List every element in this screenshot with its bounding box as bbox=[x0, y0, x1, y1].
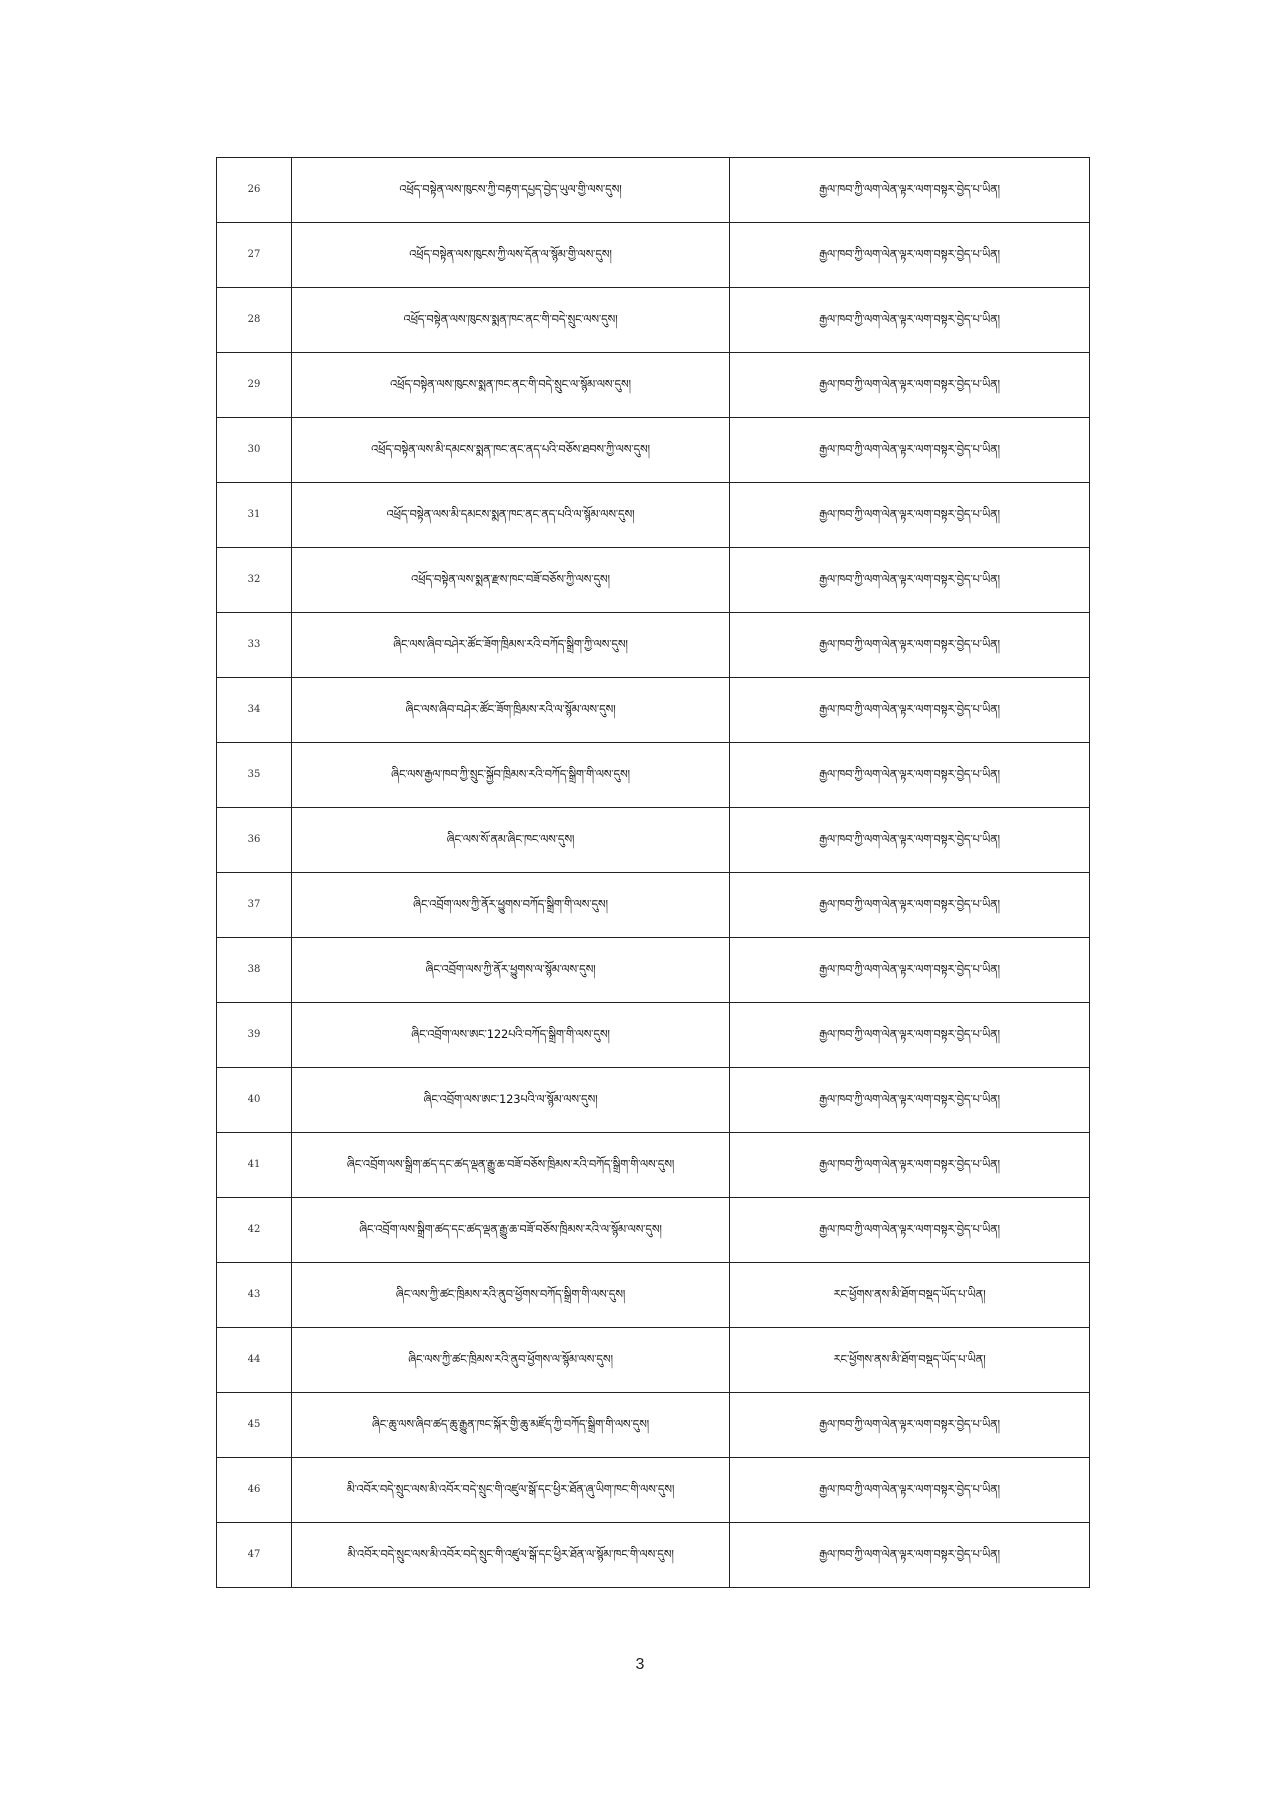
row-name: ཞིང་ལས་ཀྱི་ཚང་ཁྲིམས་རའི་ནུབ་ཕྱོགས་བཀོད་སྒྲིག་གི་ལས་དུས། bbox=[292, 1263, 730, 1328]
row-number: 35 bbox=[217, 743, 292, 808]
table-row bbox=[217, 938, 1090, 1003]
row-number: 45 bbox=[217, 1393, 292, 1458]
row-department: རྒྱལ་ཁབ་ཀྱི་ལག་ལེན་ལྟར་ལག་བསྟར་བྱེད་པ་ཡིན། bbox=[730, 288, 1090, 353]
row-number: 44 bbox=[217, 1328, 292, 1393]
table-row bbox=[217, 223, 1090, 288]
row-name: འཕྲོད་བསྟེན་ལས་སྨན་རྫས་ཁང་བཟོ་བཅོས་ཀྱི་ལས་དུས། bbox=[292, 548, 730, 613]
table-row bbox=[217, 613, 1090, 678]
table-row bbox=[217, 1133, 1090, 1198]
row-name: འཕྲོད་བསྟེན་ལས་མི་དམངས་སྨན་ཁང་ནང་ནད་པའི་ལ་སྙོམ་ལས་དུས། bbox=[292, 483, 730, 548]
row-department: རྒྱལ་ཁབ་ཀྱི་ལག་ལེན་ལྟར་ལག་བསྟར་བྱེད་པ་ཡིན། bbox=[730, 158, 1090, 223]
row-name: ཞིང་འབྲོག་ལས་ཀྱི་ནོར་ཕྱུགས་ལ་སྙོམ་ལས་དུས། bbox=[292, 938, 730, 1003]
document-table bbox=[216, 157, 1090, 1588]
row-number: 39 bbox=[217, 1003, 292, 1068]
row-department: རྒྱལ་ཁབ་ཀྱི་ལག་ལེན་ལྟར་ལག་བསྟར་བྱེད་པ་ཡིན། bbox=[730, 743, 1090, 808]
row-number: 32 bbox=[217, 548, 292, 613]
row-department: རྒྱལ་ཁབ་ཀྱི་ལག་ལེན་ལྟར་ལག་བསྟར་བྱེད་པ་ཡིན། bbox=[730, 1393, 1090, 1458]
row-department: རང་ཕྱོགས་ནས་མི་ཐོག་བསྡད་ཡོད་པ་ཡིན། bbox=[730, 1328, 1090, 1393]
row-name: འཕྲོད་བསྟེན་ལས་ཁུངས་སྨན་ཁང་ནང་གི་བདེ་སྲུང་ལས་དུས། bbox=[292, 288, 730, 353]
table-row bbox=[217, 158, 1090, 223]
row-name: འཕྲོད་བསྟེན་ལས་ཁུངས་སྨན་ཁང་ནང་གི་བདེ་སྲུང་ལ་སྙོམ་ལས་དུས། bbox=[292, 353, 730, 418]
row-department: རྒྱལ་ཁབ་ཀྱི་ལག་ལེན་ལྟར་ལག་བསྟར་བྱེད་པ་ཡིན། bbox=[730, 1003, 1090, 1068]
row-department: རྒྱལ་ཁབ་ཀྱི་ལག་ལེན་ལྟར་ལག་བསྟར་བྱེད་པ་ཡིན། bbox=[730, 1198, 1090, 1263]
table-row bbox=[217, 288, 1090, 353]
row-number: 41 bbox=[217, 1133, 292, 1198]
row-name: མི་འབོར་བདེ་སྲུང་ལས་མི་འབོར་བདེ་སྲུང་གི་འཛུལ་སྒོ་དང་ཕྱིར་ཐོན་ཞུ་ཡིག་ཁང་གི་ལས་དུས། bbox=[292, 1458, 730, 1523]
row-number: 27 bbox=[217, 223, 292, 288]
table-row bbox=[217, 1458, 1090, 1523]
row-name: ཞིང་ལས་ཀྱི་ཚང་ཁྲིམས་རའི་ནུབ་ཕྱོགས་ལ་སྙོམ་ལས་དུས། bbox=[292, 1328, 730, 1393]
row-department: རྒྱལ་ཁབ་ཀྱི་ལག་ལེན་ལྟར་ལག་བསྟར་བྱེད་པ་ཡིན། bbox=[730, 1458, 1090, 1523]
row-number: 40 bbox=[217, 1068, 292, 1133]
row-department: རྒྱལ་ཁབ་ཀྱི་ལག་ལེན་ལྟར་ལག་བསྟར་བྱེད་པ་ཡིན། bbox=[730, 1068, 1090, 1133]
row-name: ཞིང་ལས་ཞིབ་བཤེར་ཚོང་ཟོག་ཁྲིམས་རའི་བཀོད་སྒྲིག་ཀྱི་ལས་དུས། bbox=[292, 613, 730, 678]
row-name: ཞིང་འབྲོག་ལས་ཨང་123པའི་ལ་སྙོམ་ལས་དུས། bbox=[292, 1068, 730, 1133]
row-number: 30 bbox=[217, 418, 292, 483]
row-name: ཞིང་ལས་རྒྱལ་ཁབ་ཀྱི་སྲུང་སྐྱོབ་ཁྲིམས་རའི་བཀོད་སྒྲིག་གི་ལས་དུས། bbox=[292, 743, 730, 808]
table-row bbox=[217, 1263, 1090, 1328]
table-row bbox=[217, 1003, 1090, 1068]
row-number: 29 bbox=[217, 353, 292, 418]
row-number: 37 bbox=[217, 873, 292, 938]
table-row bbox=[217, 873, 1090, 938]
row-name: ཞིང་འབྲོག་ལས་ཨང་122པའི་བཀོད་སྒྲིག་གི་ལས་དུས། bbox=[292, 1003, 730, 1068]
row-name: འཕྲོད་བསྟེན་ལས་ཁུངས་ཀྱི་ལས་དོན་ལ་སྙོམ་གྱི་ལས་དུས། bbox=[292, 223, 730, 288]
table-row bbox=[217, 1393, 1090, 1458]
row-name: འཕྲོད་བསྟེན་ལས་ཁུངས་ཀྱི་བརྟག་དཔྱད་བྱེད་ཡུལ་གྱི་ལས་དུས། bbox=[292, 158, 730, 223]
table-row bbox=[217, 1198, 1090, 1263]
row-number: 33 bbox=[217, 613, 292, 678]
row-department: རང་ཕྱོགས་ནས་མི་ཐོག་བསྡད་ཡོད་པ་ཡིན། bbox=[730, 1263, 1090, 1328]
row-number: 36 bbox=[217, 808, 292, 873]
row-name: ཞིང་ཆུ་ལས་ཞིབ་ཚད་ཆུ་རྒྱུན་ཁང་སྐོར་གྱི་ཆུ་མཛོད་ཀྱི་བཀོད་སྒྲིག་གི་ལས་དུས། bbox=[292, 1393, 730, 1458]
table-row bbox=[217, 743, 1090, 808]
row-number: 38 bbox=[217, 938, 292, 1003]
row-name: ཞིང་འབྲོག་ལས་སྒྲིག་ཚད་དང་ཚད་ལྡན་རྒྱུ་ཆ་བཟོ་བཅོས་ཁྲིམས་རའི་བཀོད་སྒྲིག་གི་ལས་དུས། bbox=[292, 1133, 730, 1198]
row-number: 31 bbox=[217, 483, 292, 548]
table-row bbox=[217, 808, 1090, 873]
row-number: 47 bbox=[217, 1523, 292, 1588]
row-department: རྒྱལ་ཁབ་ཀྱི་ལག་ལེན་ལྟར་ལག་བསྟར་བྱེད་པ་ཡིན། bbox=[730, 483, 1090, 548]
table-row bbox=[217, 1068, 1090, 1133]
table-row bbox=[217, 678, 1090, 743]
row-department: རྒྱལ་ཁབ་ཀྱི་ལག་ལེན་ལྟར་ལག་བསྟར་བྱེད་པ་ཡིན། bbox=[730, 938, 1090, 1003]
row-department: རྒྱལ་ཁབ་ཀྱི་ལག་ལེན་ལྟར་ལག་བསྟར་བྱེད་པ་ཡིན། bbox=[730, 353, 1090, 418]
table-row bbox=[217, 353, 1090, 418]
row-name: ཞིང་འབྲོག་ལས་ཀྱི་ནོར་ཕྱུགས་བཀོད་སྒྲིག་གི་ལས་དུས། bbox=[292, 873, 730, 938]
row-name: ཞིང་ལས་སོ་ནམ་ཞིང་ཁང་ལས་དུས། bbox=[292, 808, 730, 873]
row-number: 28 bbox=[217, 288, 292, 353]
row-name: འཕྲོད་བསྟེན་ལས་མི་དམངས་སྨན་ཁང་ནང་ནད་པའི་བཅོས་ཐབས་ཀྱི་ལས་དུས། bbox=[292, 418, 730, 483]
table-row bbox=[217, 1523, 1090, 1588]
table-row bbox=[217, 1328, 1090, 1393]
table-row bbox=[217, 548, 1090, 613]
row-department: རྒྱལ་ཁབ་ཀྱི་ལག་ལེན་ལྟར་ལག་བསྟར་བྱེད་པ་ཡིན། bbox=[730, 613, 1090, 678]
row-number: 34 bbox=[217, 678, 292, 743]
row-number: 43 bbox=[217, 1263, 292, 1328]
row-name: ཞིང་འབྲོག་ལས་སྒྲིག་ཚད་དང་ཚད་ལྡན་རྒྱུ་ཆ་བཟོ་བཅོས་ཁྲིམས་རའི་ལ་སྙོམ་ལས་དུས། bbox=[292, 1198, 730, 1263]
row-department: རྒྱལ་ཁབ་ཀྱི་ལག་ལེན་ལྟར་ལག་བསྟར་བྱེད་པ་ཡིན། bbox=[730, 1133, 1090, 1198]
row-department: རྒྱལ་ཁབ་ཀྱི་ལག་ལེན་ལྟར་ལག་བསྟར་བྱེད་པ་ཡིན། bbox=[730, 873, 1090, 938]
row-name: མི་འབོར་བདེ་སྲུང་ལས་མི་འབོར་བདེ་སྲུང་གི་འཛུལ་སྒོ་དང་ཕྱིར་ཐོན་ལ་སྙོམ་ཁང་གི་ལས་དུས། bbox=[292, 1523, 730, 1588]
row-department: རྒྱལ་ཁབ་ཀྱི་ལག་ལེན་ལྟར་ལག་བསྟར་བྱེད་པ་ཡིན། bbox=[730, 548, 1090, 613]
row-department: རྒྱལ་ཁབ་ཀྱི་ལག་ལེན་ལྟར་ལག་བསྟར་བྱེད་པ་ཡིན། bbox=[730, 678, 1090, 743]
page-number: 3 bbox=[635, 1656, 645, 1673]
table-row bbox=[217, 418, 1090, 483]
row-number: 42 bbox=[217, 1198, 292, 1263]
row-number: 46 bbox=[217, 1458, 292, 1523]
row-number: 26 bbox=[217, 158, 292, 223]
row-department: རྒྱལ་ཁབ་ཀྱི་ལག་ལེན་ལྟར་ལག་བསྟར་བྱེད་པ་ཡིན། bbox=[730, 418, 1090, 483]
row-department: རྒྱལ་ཁབ་ཀྱི་ལག་ལེན་ལྟར་ལག་བསྟར་བྱེད་པ་ཡིན། bbox=[730, 1523, 1090, 1588]
row-name: ཞིང་ལས་ཞིབ་བཤེར་ཚོང་ཟོག་ཁྲིམས་རའི་ལ་སྙོམ་ལས་དུས། bbox=[292, 678, 730, 743]
row-department: རྒྱལ་ཁབ་ཀྱི་ལག་ལེན་ལྟར་ལག་བསྟར་བྱེད་པ་ཡིན། bbox=[730, 808, 1090, 873]
row-department: རྒྱལ་ཁབ་ཀྱི་ལག་ལེན་ལྟར་ལག་བསྟར་བྱེད་པ་ཡིན། bbox=[730, 223, 1090, 288]
table-row bbox=[217, 483, 1090, 548]
